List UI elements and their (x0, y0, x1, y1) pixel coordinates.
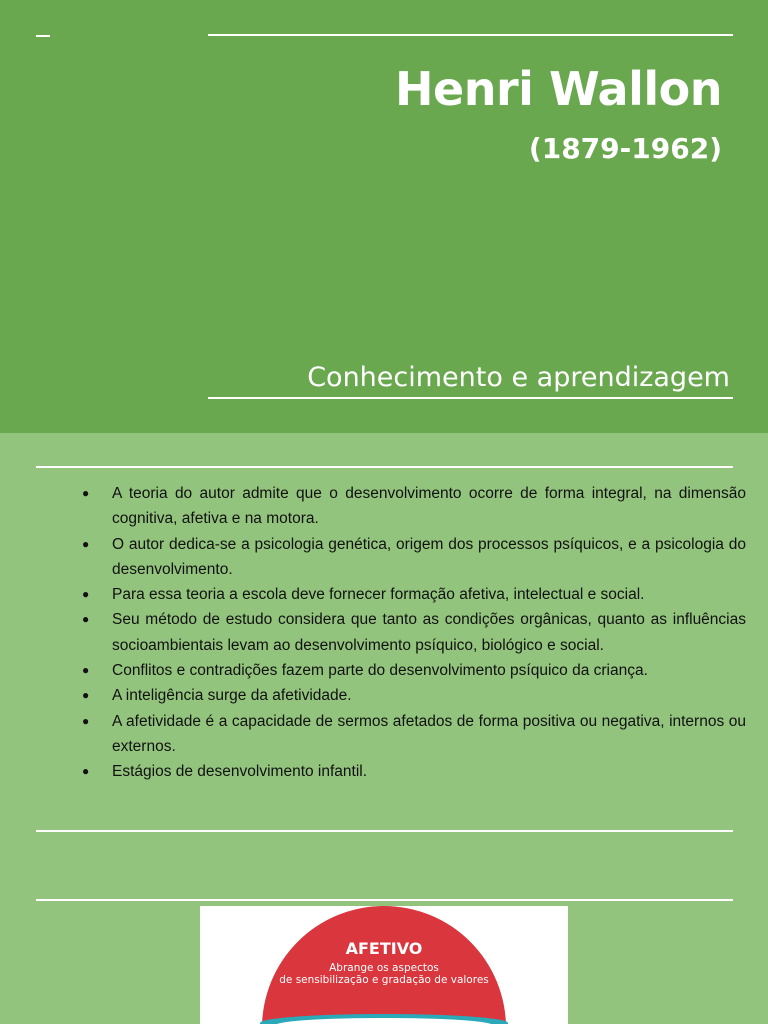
bullet-icon: ● (82, 688, 90, 703)
list-item: ● A teoria do autor admite que o desenvolvimento ocorre de forma integral, na dimensão cognitiva, afetiva e na motora. (80, 481, 746, 532)
afetivo-figure (200, 906, 568, 1024)
content-bottom-rule (36, 830, 733, 832)
page-years: (1879-1962) (528, 132, 722, 165)
bullet-icon: ● (82, 486, 90, 500)
bullet-list (80, 481, 746, 785)
bullet-icon: ● (82, 764, 90, 779)
corner-dash (36, 35, 50, 37)
figure-caption-line1: Abrange os aspectos (329, 962, 439, 974)
figure-caption-line2: de sensibilização e gradação de valores (279, 974, 489, 986)
list-item: ● A afetividade é a capacidade de sermos afetados de forma positiva ou negativa, internos ou externos. (80, 709, 746, 760)
header-band (0, 0, 768, 433)
list-item: ● A inteligência surge da afetividade. (80, 683, 746, 708)
list-item: ● Conflitos e contradições fazem parte do desenvolvimento psíquico da criança. (80, 658, 746, 683)
figure-top-rule (36, 899, 733, 901)
bullet-icon: ● (82, 713, 90, 728)
page-subtitle: Conhecimento e aprendizagem (307, 362, 730, 393)
header-top-rule (208, 34, 733, 36)
bullet-icon: ● (82, 587, 90, 602)
list-item: ● O autor dedica-se a psicologia genética, origem dos processos psíquicos, e a psicologia do desenvolvimento. (80, 532, 746, 583)
content-top-rule (36, 466, 733, 468)
figure-label: AFETIVO (345, 939, 423, 958)
bullet-icon: ● (82, 536, 90, 551)
bullet-icon: ● (82, 612, 90, 627)
subtitle-rule (208, 397, 733, 399)
page-title: Henri Wallon (395, 62, 722, 116)
list-item: ● Estágios de desenvolvimento infantil. (80, 759, 746, 784)
list-item: ● Para essa teoria a escola deve fornecer formação afetiva, intelectual e social. (80, 582, 746, 607)
list-item: ● Seu método de estudo considera que tanto as condições orgânicas, quanto as influências socioambientais levam ao desenvolvimento psíquico, biológico e social. (80, 607, 746, 658)
bullet-icon: ● (82, 663, 90, 678)
